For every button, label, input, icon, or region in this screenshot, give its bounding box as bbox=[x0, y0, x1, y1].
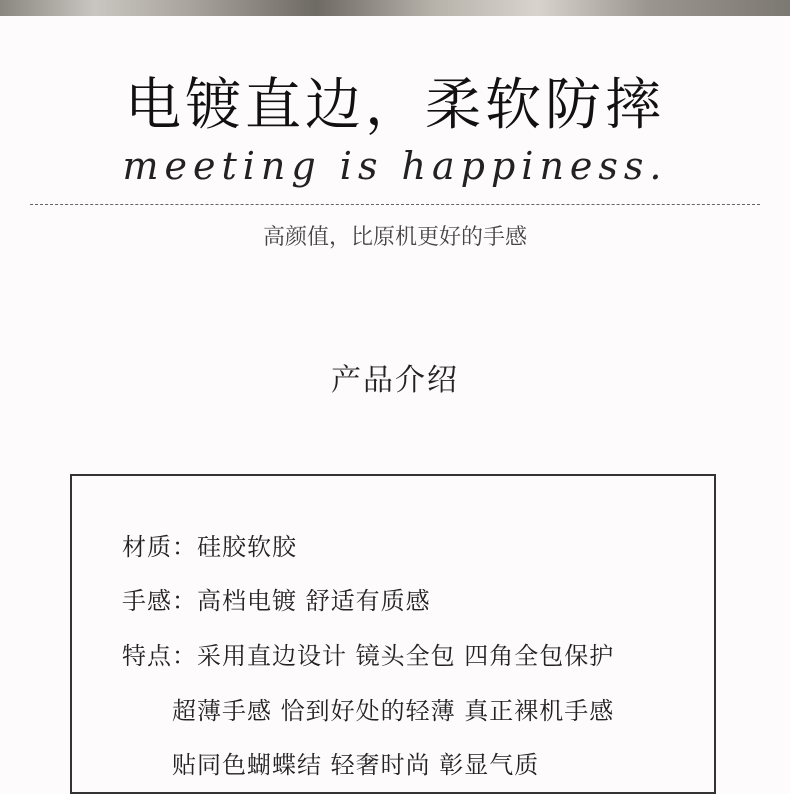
spec-features-cont-1: 超薄手感 恰到好处的轻薄 真正裸机手感 bbox=[172, 697, 615, 725]
spec-material: 材质：硅胶软胶 bbox=[122, 533, 297, 561]
script-tagline: meeting is happiness. bbox=[122, 144, 668, 188]
section-heading: 产品介绍 bbox=[331, 363, 459, 398]
spec-features: 特点：采用直边设计 镜头全包 四角全包保护 bbox=[122, 642, 615, 670]
spec-feel: 手感：高档电镀 舒适有质感 bbox=[122, 587, 431, 615]
spec-features-cont-2: 贴同色蝴蝶结 轻奢时尚 彰显气质 bbox=[172, 751, 540, 779]
page-title: 电镀直边，柔软防摔 bbox=[125, 73, 665, 138]
dashed-divider bbox=[30, 204, 760, 205]
spec-box bbox=[70, 474, 716, 794]
product-photo-strip bbox=[0, 0, 790, 16]
subtitle: 高颜值，比原机更好的手感 bbox=[262, 225, 527, 250]
